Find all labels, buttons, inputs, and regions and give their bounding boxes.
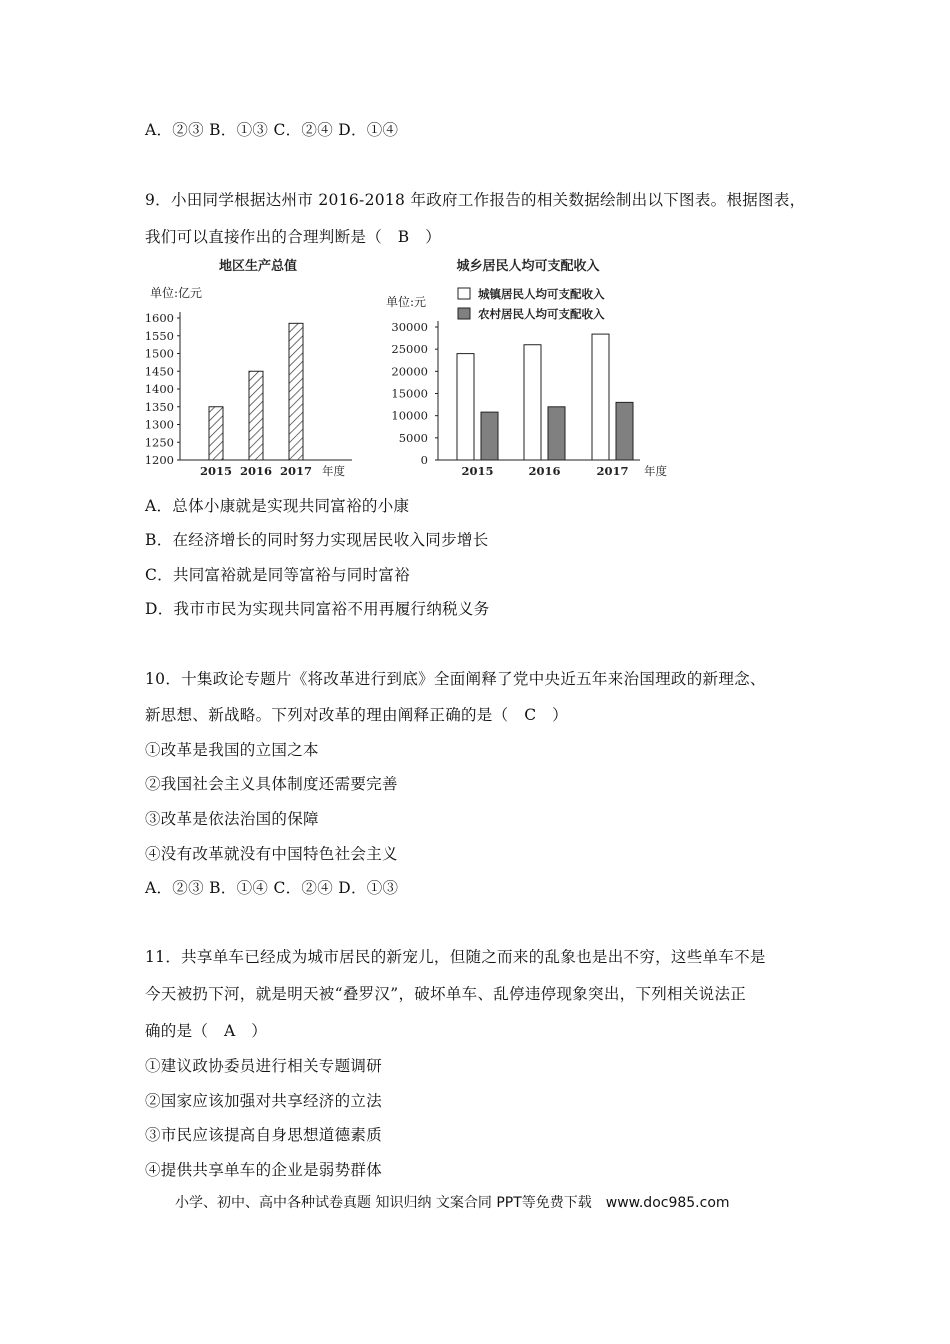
q10-item2: ②我国社会主义具体制度还需要完善 (145, 775, 398, 793)
chart2-x-tick-label: 2016 (528, 464, 561, 478)
q11-stem-line3: 确的是（ A ） (145, 1022, 268, 1040)
chart2-bar-2017-series1 (592, 334, 609, 460)
q9-stem-line1: 9．小田同学根据达州市 2016-2018 年政府工作报告的相关数据绘制出以下图表。根据图表， (145, 191, 806, 209)
q10-item1: ①改革是我国的立国之本 (145, 741, 319, 759)
chart2-x-tick-label: 2017 (596, 464, 629, 478)
q9-option-d: D．我市市民为实现共同富裕不用再履行纳税义务 (145, 600, 490, 618)
chart1-y-tick-label: 1600 (144, 311, 174, 325)
chart1-bar-2015 (209, 407, 223, 460)
q10-stem-line1: 10．十集政论专题片《将改革进行到底》全面阐释了党中央近五年来治国理政的新理念、 (145, 670, 766, 688)
chart1-ylabel: 单位:亿元 (150, 286, 203, 300)
chart2-legend-swatch (458, 308, 470, 319)
chart1-y-tick-label: 1200 (144, 453, 174, 467)
q11-item2: ②国家应该加强对共享经济的立法 (145, 1092, 383, 1110)
chart2-y-tick-label: 30000 (391, 320, 428, 334)
chart2-y-tick-label: 15000 (391, 386, 428, 401)
income-chart (378, 252, 678, 482)
chart1-x-tick-label: 2017 (279, 464, 313, 478)
q10-item4: ④没有改革就没有中国特色社会主义 (145, 845, 398, 863)
chart2-bar-2016-series1 (524, 345, 541, 460)
gdp-chart (140, 252, 370, 482)
chart1-bar-2016 (249, 371, 263, 460)
chart2-legend-swatch (458, 288, 470, 299)
chart1-xlabel: 年度 (322, 464, 345, 478)
chart2-ylabel: 单位:元 (386, 295, 427, 309)
q10-options: A．②③ B．①④ C．②④ D．①③ (145, 879, 399, 897)
q8-options: A．②③ B．①③ C．②④ D．①④ (145, 121, 399, 139)
chart2-bar-2015-series1 (457, 354, 474, 460)
chart2-x-tick-label: 2015 (461, 464, 494, 478)
chart1-title: 地区生产总值 (218, 259, 298, 274)
chart2-bar-2015-series2 (481, 412, 498, 460)
chart1-y-tick-label: 1400 (144, 382, 174, 396)
chart1-x-tick-label: 2015 (199, 464, 233, 478)
q9-option-c: C．共同富裕就是同等富裕与同时富裕 (145, 566, 410, 584)
chart2-xlabel: 年度 (644, 464, 667, 478)
q11-stem-line1: 11．共享单车已经成为城市居民的新宠儿，但随之而来的乱象也是出不穷，这些单车不是 (145, 948, 766, 966)
chart2-legend-label: 城镇居民人均可支配收入 (478, 287, 605, 301)
chart2-title: 城乡居民人均可支配收入 (456, 259, 600, 274)
chart1-x-tick-label: 2016 (239, 464, 273, 478)
q9-option-b: B．在经济增长的同时努力实现居民收入同步增长 (145, 531, 489, 549)
q11-item1: ①建议政协委员进行相关专题调研 (145, 1057, 383, 1075)
chart2-bar-2017-series2 (616, 402, 633, 460)
chart1-y-tick-label: 1300 (144, 417, 174, 432)
chart2-y-tick-label: 10000 (391, 408, 428, 423)
chart1-y-tick-label: 1450 (144, 364, 174, 379)
footer-text: 小学、初中、高中各种试卷真题 知识归纳 文案合同 PPT等免费下载 www.doc985.com (175, 1195, 730, 1211)
chart1-y-tick-label: 1250 (144, 435, 174, 450)
chart2-y-tick-label: 20000 (391, 364, 428, 379)
chart2-bar-2016-series2 (548, 407, 565, 460)
chart2-y-tick-label: 5000 (398, 430, 428, 445)
chart2-legend-label: 农村居民人均可支配收入 (478, 307, 605, 321)
q11-item3: ③市民应该提高自身思想道德素质 (145, 1126, 383, 1144)
q11-item4: ④提供共享单车的企业是弱势群体 (145, 1161, 383, 1179)
q11-stem-line2: 今天被扔下河，就是明天被“叠罗汉”，破坏单车、乱停违停现象突出，下列相关说法正 (145, 985, 747, 1003)
q10-item3: ③改革是依法治国的保障 (145, 810, 319, 828)
chart1-y-tick-label: 1350 (144, 399, 174, 414)
q10-stem-line2: 新思想、新战略。下列对改革的理由阐释正确的是（ C ） (145, 706, 568, 724)
q9-stem-line2: 我们可以直接作出的合理判断是（ B ） (145, 228, 442, 246)
chart1-bar-2017 (289, 323, 303, 460)
chart2-y-tick-label: 25000 (391, 342, 428, 357)
chart1-y-tick-label: 1500 (144, 346, 174, 361)
chart1-y-tick-label: 1550 (144, 328, 174, 343)
chart2-y-tick-label: 0 (420, 453, 428, 467)
q9-option-a: A．总体小康就是实现共同富裕的小康 (145, 497, 410, 515)
